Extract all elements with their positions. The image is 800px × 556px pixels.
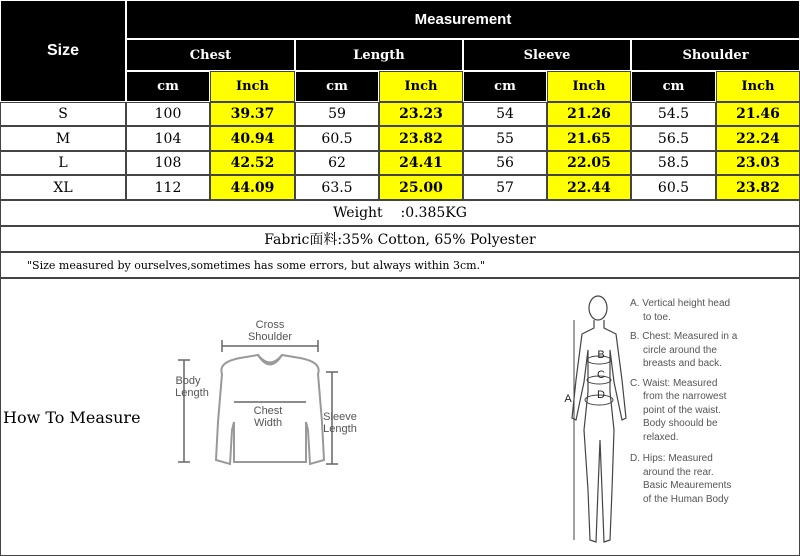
size-cell: XL (0, 175, 126, 200)
cm-cell: 63.5 (295, 175, 379, 200)
cm-cell: 55 (463, 126, 547, 151)
cm-cell: 54 (463, 102, 547, 126)
instruction-line: B. Chest: Measured in a (630, 331, 738, 342)
cm-cell: 100 (126, 102, 210, 126)
inch-cell: 21.26 (547, 102, 631, 126)
size-cell: M (0, 126, 126, 151)
cross-shoulder-label: Cross (255, 319, 285, 331)
cm-cell: 54.5 (631, 102, 716, 126)
body-length-label: Body (175, 375, 201, 387)
cm-cell: 104 (126, 126, 210, 151)
inch-cell: 24.41 (379, 151, 463, 175)
size-cell: L (0, 151, 126, 175)
instruction-line: to toe. (643, 311, 671, 323)
measurement-instructions (630, 297, 800, 506)
cm-cell: 58.5 (631, 151, 716, 175)
body-figure-diagram (560, 290, 630, 552)
cm-cell: 56.5 (631, 126, 716, 151)
measurement-header: Measurement (126, 0, 800, 39)
cm-cell: 62 (295, 151, 379, 175)
cm-cell: 60.5 (631, 175, 716, 200)
instruction-block (630, 297, 800, 324)
cross-shoulder-label: Shoulder (247, 331, 293, 343)
body-label-a: A (564, 393, 572, 405)
instruction-line: Body shoould be (643, 418, 718, 429)
unit-inch: Inch (379, 71, 463, 102)
instruction-line: breasts and back. (643, 358, 722, 369)
instruction-block (630, 330, 800, 371)
unit-inch: Inch (210, 71, 295, 102)
cm-cell: 108 (126, 151, 210, 175)
instruction-block (630, 452, 800, 506)
instruction-line: Basic Meaurements (643, 480, 732, 491)
cm-cell: 112 (126, 175, 210, 200)
inch-cell: 23.23 (379, 102, 463, 126)
inch-cell: 23.03 (716, 151, 800, 175)
cm-cell: 60.5 (295, 126, 379, 151)
instruction-line: D. Hips: Measured (630, 453, 713, 464)
inch-cell: 22.05 (547, 151, 631, 175)
shirt-collar (258, 355, 282, 363)
inch-cell: 22.44 (547, 175, 631, 200)
inch-cell: 21.65 (547, 126, 631, 151)
cm-cell: 56 (463, 151, 547, 175)
cm-cell: 57 (463, 175, 547, 200)
unit-inch: Inch (716, 71, 800, 102)
unit-cm: cm (126, 71, 210, 102)
group-header-chest: Chest (126, 39, 295, 71)
chest-width-label: Width (253, 417, 283, 429)
inch-cell: 23.82 (379, 126, 463, 151)
instruction-line: around the rear. (643, 466, 714, 478)
inch-cell: 39.37 (210, 102, 295, 126)
inch-cell: 25.00 (379, 175, 463, 200)
weight-row: Weight :0.385KG (0, 200, 800, 226)
unit-inch: Inch (547, 71, 631, 102)
instruction-line: from the narrowest (643, 391, 727, 402)
unit-cm: cm (631, 71, 716, 102)
inch-cell: 44.09 (210, 175, 295, 200)
inch-cell: 21.46 (716, 102, 800, 126)
note-row: "Size measured by ourselves,sometimes has some errors, but always within 3cm." (0, 252, 800, 278)
body-label-d: D (597, 389, 605, 401)
inch-cell: 23.82 (716, 175, 800, 200)
instruction-line: relaxed. (643, 431, 679, 443)
how-to-measure-label: How To Measure (3, 408, 141, 427)
sleeve-length-label: Length (323, 423, 357, 435)
shirt-diagram (160, 312, 380, 492)
body-label-c: C (597, 369, 605, 381)
body-label-b: B (597, 349, 605, 361)
instruction-line: circle around the (643, 344, 717, 356)
inch-cell: 40.94 (210, 126, 295, 151)
unit-cm: cm (295, 71, 379, 102)
instruction-line: C. Waist: Measured (630, 377, 718, 389)
group-header-sleeve: Sleeve (463, 39, 631, 71)
body-length-label: Length (175, 387, 209, 399)
chest-width-label: Chest (253, 405, 283, 417)
group-header-shoulder: Shoulder (631, 39, 800, 71)
instruction-line: of the Human Body (643, 493, 729, 505)
cm-cell: 59 (295, 102, 379, 126)
fabric-row: Fabric面料:35% Cotton, 65% Polyester (0, 226, 800, 252)
group-header-length: Length (295, 39, 463, 71)
unit-cm: cm (463, 71, 547, 102)
instruction-block (630, 377, 800, 445)
size-header: Size (0, 0, 126, 102)
sleeve-length-label: Sleeve (323, 411, 357, 423)
size-cell: S (0, 102, 126, 126)
instruction-line: point of the waist. (643, 404, 721, 416)
inch-cell: 42.52 (210, 151, 295, 175)
instruction-line: A. Vertical height head (630, 298, 731, 309)
inch-cell: 22.24 (716, 126, 800, 151)
